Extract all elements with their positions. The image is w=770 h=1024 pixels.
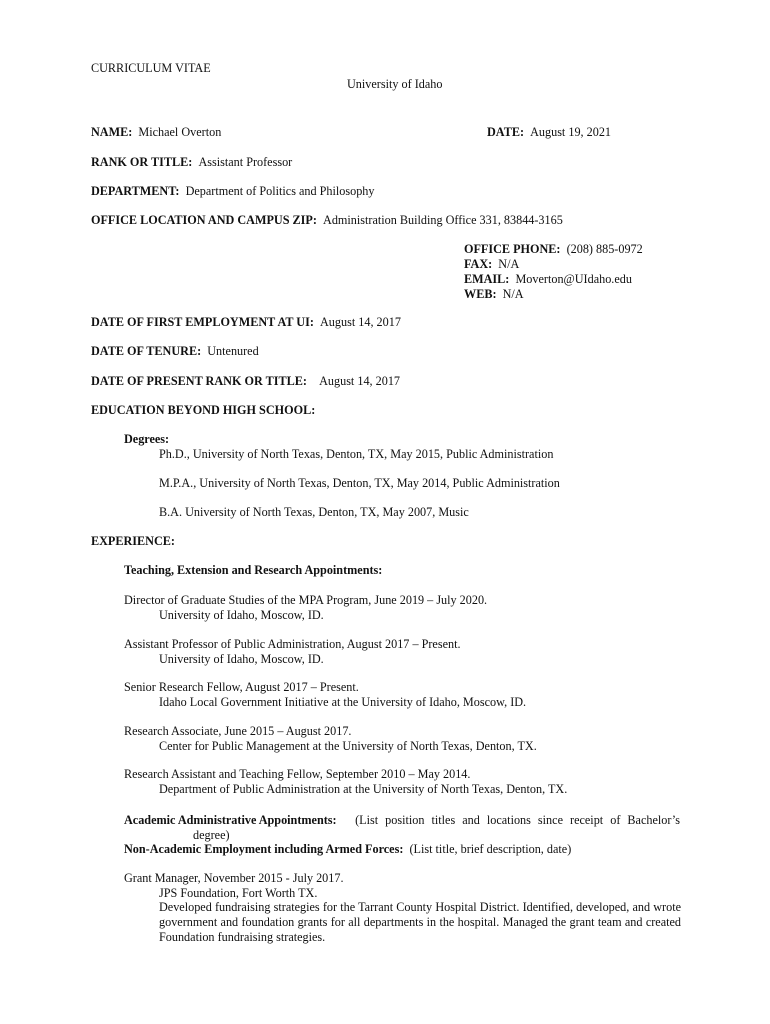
date-label: DATE: [487,125,525,139]
name-value: Michael Overton [138,125,222,139]
appointment-title: Research Associate, June 2015 – August 2017. [124,724,352,738]
appointment-place: Center for Public Management at the University of North Texas, Denton, TX. [159,739,537,753]
fax-label: FAX: [464,257,493,271]
first-employment-value: August 14, 2017 [320,315,401,329]
contact-block [464,242,643,302]
appointment-item [124,767,567,797]
office-row [91,213,563,228]
office-label: OFFICE LOCATION AND CAMPUS ZIP: [91,213,317,227]
department-row [91,184,374,199]
name-row [91,125,221,140]
non-academic-row [124,842,571,857]
grant-title: Grant Manager, November 2015 - July 2017. [124,871,344,885]
phone-label: OFFICE PHONE: [464,242,561,256]
academic-admin-row [124,813,680,843]
email-value: Moverton@UIdaho.edu [515,272,632,286]
first-employment-label: DATE OF FIRST EMPLOYMENT AT UI: [91,315,314,329]
appointment-place: Department of Public Administration at the University of North Texas, Denton, TX. [159,782,568,796]
grant-item [124,871,344,901]
grant-description: Developed fundraising strategies for the Tarrant County Hospital District. Identified, developed, and wrote government and foundation grants for all departments in the hospital. Managed the grant team and created Foundation fundraising strategies. [159,900,681,944]
university-name: University of Idaho [347,77,443,91]
office-value: Administration Building Office 331, 83844-3165 [323,213,563,227]
education-heading: EDUCATION BEYOND HIGH SCHOOL: [91,403,316,417]
present-rank-row [91,374,400,389]
appointment-item [124,680,526,710]
academic-admin-note-cont: degree) [193,828,230,842]
degrees-label: Degrees: [124,432,170,446]
department-label: DEPARTMENT: [91,184,180,198]
appointment-title: Director of Graduate Studies of the MPA Program, June 2019 – July 2020. [124,593,488,607]
appointment-item [124,593,487,623]
appointment-title: Senior Research Fellow, August 2017 – Present. [124,680,359,694]
grant-org: JPS Foundation, Fort Worth TX. [159,886,318,900]
experience-heading: EXPERIENCE: [91,534,175,548]
web-value: N/A [502,287,524,301]
degree-item: M.P.A., University of North Texas, Denton, TX, May 2014, Public Administration [159,476,560,490]
appointment-place: Idaho Local Government Initiative at the University of Idaho, Moscow, ID. [159,695,527,709]
appointment-item [124,637,461,667]
web-label: WEB: [464,287,497,301]
present-rank-label: DATE OF PRESENT RANK OR TITLE: [91,374,307,388]
fax-row [464,257,643,272]
appointment-place: University of Idaho, Moscow, ID. [159,608,324,622]
rank-value: Assistant Professor [198,155,293,169]
department-value: Department of Politics and Philosophy [185,184,375,198]
phone-value: (208) 885-0972 [566,242,643,256]
first-employment-row [91,315,401,330]
email-row [464,272,643,287]
rank-row [91,155,292,170]
email-label: EMAIL: [464,272,510,286]
rank-label: RANK OR TITLE: [91,155,193,169]
appointments-heading: Teaching, Extension and Research Appointments: [124,563,383,577]
name-label: NAME: [91,125,133,139]
academic-admin-label: Academic Administrative Appointments: [124,813,337,827]
fax-value: N/A [498,257,520,271]
web-row [464,287,643,302]
appointment-item [124,724,537,754]
degree-item: Ph.D., University of North Texas, Denton, TX, May 2015, Public Administration [159,447,554,461]
academic-admin-note: (List position titles and locations since receipt of Bachelor’s [355,813,680,827]
non-academic-label: Non-Academic Employment including Armed Forces: [124,842,404,856]
tenure-value: Untenured [207,344,259,358]
phone-row [464,242,643,257]
appointment-title: Research Assistant and Teaching Fellow, September 2010 – May 2014. [124,767,471,781]
present-rank-value: August 14, 2017 [319,374,401,388]
cv-title: CURRICULUM VITAE [91,61,211,75]
appointment-place: University of Idaho, Moscow, ID. [159,652,324,666]
tenure-label: DATE OF TENURE: [91,344,202,358]
tenure-row [91,344,259,359]
non-academic-note: (List title, brief description, date) [409,842,572,856]
date-value: August 19, 2021 [530,125,612,139]
degree-item: B.A. University of North Texas, Denton, TX, May 2007, Music [159,505,469,519]
date-row [487,125,611,140]
appointment-title: Assistant Professor of Public Administration, August 2017 – Present. [124,637,461,651]
